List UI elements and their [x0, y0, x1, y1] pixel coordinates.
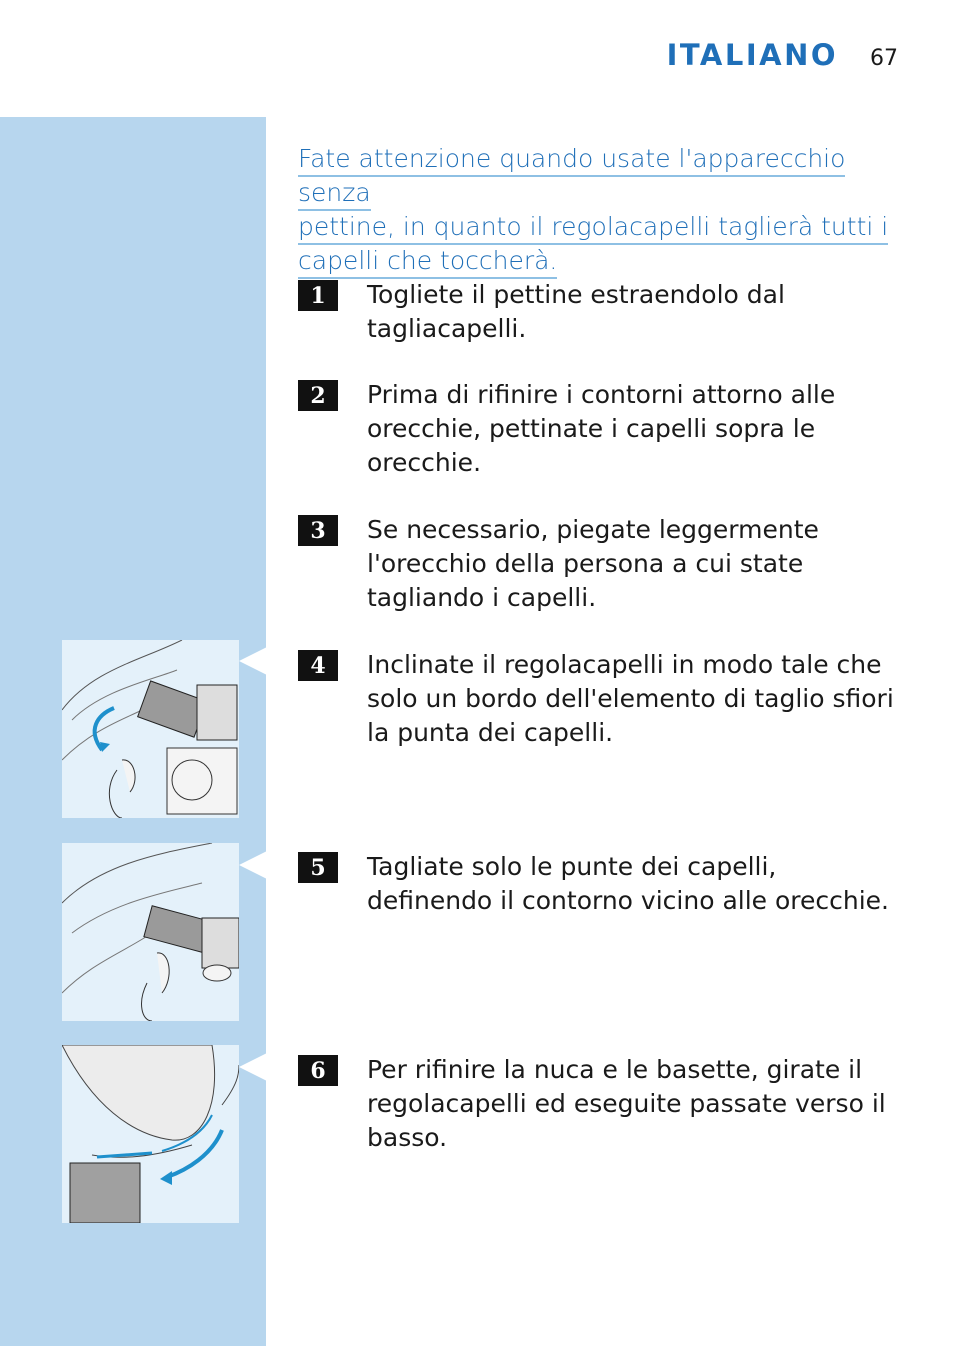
language-label: ITALIANO	[666, 38, 838, 72]
step-number: 4	[298, 650, 338, 681]
illustration-pointer	[239, 1053, 267, 1081]
step-number: 5	[298, 852, 338, 883]
illustration-ear-trim-angled	[62, 640, 239, 818]
page-header	[667, 38, 898, 72]
warning-line: pettine, in quanto il regolacapelli taglierà tutti i	[298, 212, 888, 245]
step-text: Togliete il pettine estraendolo dal tagliacapelli.	[367, 280, 785, 343]
page-number: 67	[870, 46, 898, 71]
illustration-neck-trim	[62, 1045, 239, 1223]
step-number: 1	[298, 280, 338, 311]
step-number: 2	[298, 380, 338, 411]
illustration-pointer	[239, 851, 267, 879]
step-text: Inclinate il regolacapelli in modo tale che solo un bordo dell'elemento di taglio sfiori la punta dei capelli.	[367, 650, 894, 747]
warning-note	[298, 142, 898, 278]
illustration-pointer	[239, 647, 267, 675]
step-number: 6	[298, 1055, 338, 1086]
step-text: Prima di rifinire i contorni attorno alle orecchie, pettinate i capelli sopra le orecchie.	[367, 380, 836, 477]
illustration-ear-contour	[62, 843, 239, 1021]
warning-line: Fate attenzione quando usate l'apparecchio senza	[298, 144, 845, 211]
step-text: Per rifinire la nuca e le basette, girate il regolacapelli ed eseguite passate verso il basso.	[367, 1055, 886, 1152]
step-text: Se necessario, piegate leggermente l'orecchio della persona a cui state tagliando i capelli.	[367, 515, 819, 612]
warning-line: capelli che toccherà.	[298, 246, 557, 279]
step-number: 3	[298, 515, 338, 546]
step-text: Tagliate solo le punte dei capelli, definendo il contorno vicino alle orecchie.	[367, 852, 889, 915]
